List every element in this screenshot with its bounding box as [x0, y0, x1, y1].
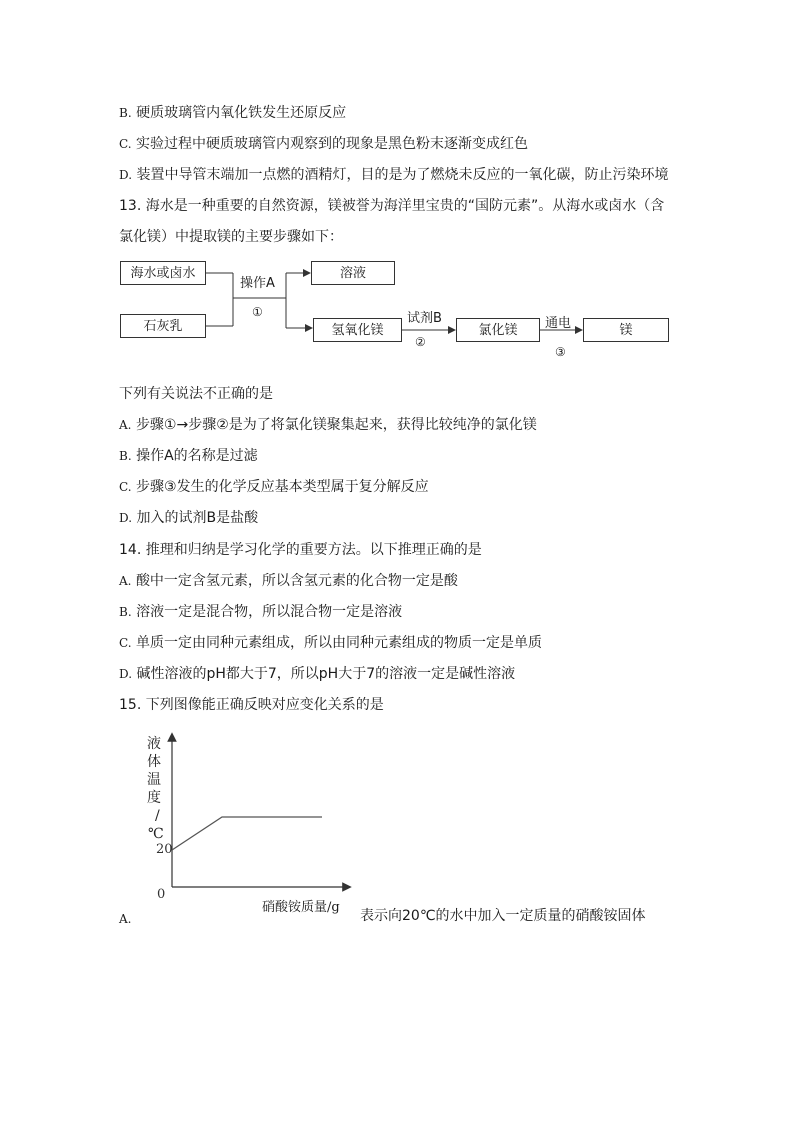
option-text: 装置中导管末端加一点燃的酒精灯，目的是为了燃烧未反应的一氧化碳，防止污染环境: [136, 167, 669, 183]
q13-option-a: [119, 416, 537, 434]
q13-option-d: [119, 509, 258, 527]
box-solution: 溶液: [311, 261, 395, 285]
series-line: [172, 817, 322, 850]
option-text: 溶液一定是混合物，所以混合物一定是溶液: [136, 604, 403, 620]
q14-option-d: [119, 665, 515, 683]
option-text: 步骤③发生的化学反应基本类型属于复分解反应: [136, 479, 429, 495]
origin-label: 0: [157, 887, 166, 902]
box-magnesium-hydroxide: 氢氧化镁: [313, 318, 402, 342]
option-letter: C.: [119, 636, 132, 650]
option-text: 实验过程中硬质玻璃管内观察到的现象是黑色粉末逐渐变成红色: [136, 136, 529, 152]
q15-option-a-text: 表示向20℃的水中加入一定质量的硝酸铵固体: [360, 908, 646, 924]
label-reagent-b: 试剂B: [407, 311, 442, 326]
q13-question: 下列有关说法不正确的是: [119, 386, 273, 402]
option-letter: A.: [119, 418, 132, 432]
y-axis-label-char: 温: [147, 772, 161, 788]
option-letter: D.: [119, 168, 133, 182]
label-step-3: ③: [555, 345, 566, 359]
q13-stem-line2: 氯化镁）中提取镁的主要步骤如下：: [119, 229, 343, 245]
q14-option-b: [119, 603, 402, 621]
box-magnesium: 镁: [583, 318, 669, 342]
option-letter: B.: [119, 449, 132, 463]
y-tick-label-20: 20: [156, 842, 173, 857]
option-text: 单质一定由同种元素组成，所以由同种元素组成的物质一定是单质: [136, 635, 543, 651]
q14-stem: 14. 推理和归纳是学习化学的重要方法。以下推理正确的是: [119, 542, 482, 558]
box-magnesium-chloride: 氯化镁: [456, 318, 540, 342]
label-step-2: ②: [415, 335, 426, 349]
q15-option-a-letter: [119, 910, 131, 928]
q14-option-c: [119, 634, 542, 652]
q12-option-d: [119, 166, 668, 184]
q12-option-b: [119, 104, 346, 122]
option-letter: D.: [119, 511, 133, 525]
option-text: 加入的试剂B是盐酸: [136, 510, 259, 526]
label-step-1: ①: [252, 305, 263, 319]
q13-stem-line1: 13. 海水是一种重要的自然资源，镁被誉为海洋里宝贵的“国防元素”。从海水或卤水（含: [119, 198, 665, 214]
q14-option-a: [119, 572, 458, 590]
y-axis-label-char: ℃: [148, 826, 164, 842]
y-axis-label-char: 度: [147, 790, 161, 806]
x-axis-label: 硝酸铵质量/g: [262, 900, 340, 915]
q13-option-c: [119, 478, 429, 496]
option-text: 操作A的名称是过滤: [136, 448, 258, 464]
option-letter: B.: [119, 106, 132, 120]
option-text: 碱性溶液的pH都大于7，所以pH大于7的溶液一定是碱性溶液: [136, 666, 516, 682]
option-letter: A.: [119, 574, 132, 588]
q13-option-b: [119, 447, 258, 465]
box-lime-milk: 石灰乳: [120, 314, 206, 338]
option-letter: A.: [119, 912, 132, 926]
box-seawater: 海水或卤水: [120, 261, 206, 285]
option-text: 硬质玻璃管内氧化铁发生还原反应: [136, 105, 347, 121]
option-text: 步骤①→步骤②是为了将氯化镁聚集起来，获得比较纯净的氯化镁: [135, 417, 537, 433]
y-axis-label-char: /: [155, 808, 160, 824]
y-axis-label: [147, 735, 164, 842]
option-letter: B.: [119, 605, 132, 619]
option-letter: C.: [119, 137, 132, 151]
option-letter: C.: [119, 480, 132, 494]
y-axis-label-char: 液: [147, 736, 161, 752]
label-electricity: 通电: [545, 316, 572, 331]
y-axis-label-char: 体: [147, 754, 161, 770]
label-operation-a: 操作A: [240, 276, 275, 291]
q12-option-c: [119, 135, 528, 153]
q15-stem: 15. 下列图像能正确反映对应变化关系的是: [119, 697, 384, 713]
option-letter: D.: [119, 667, 133, 681]
option-text: 酸中一定含氢元素，所以含氢元素的化合物一定是酸: [135, 573, 458, 589]
